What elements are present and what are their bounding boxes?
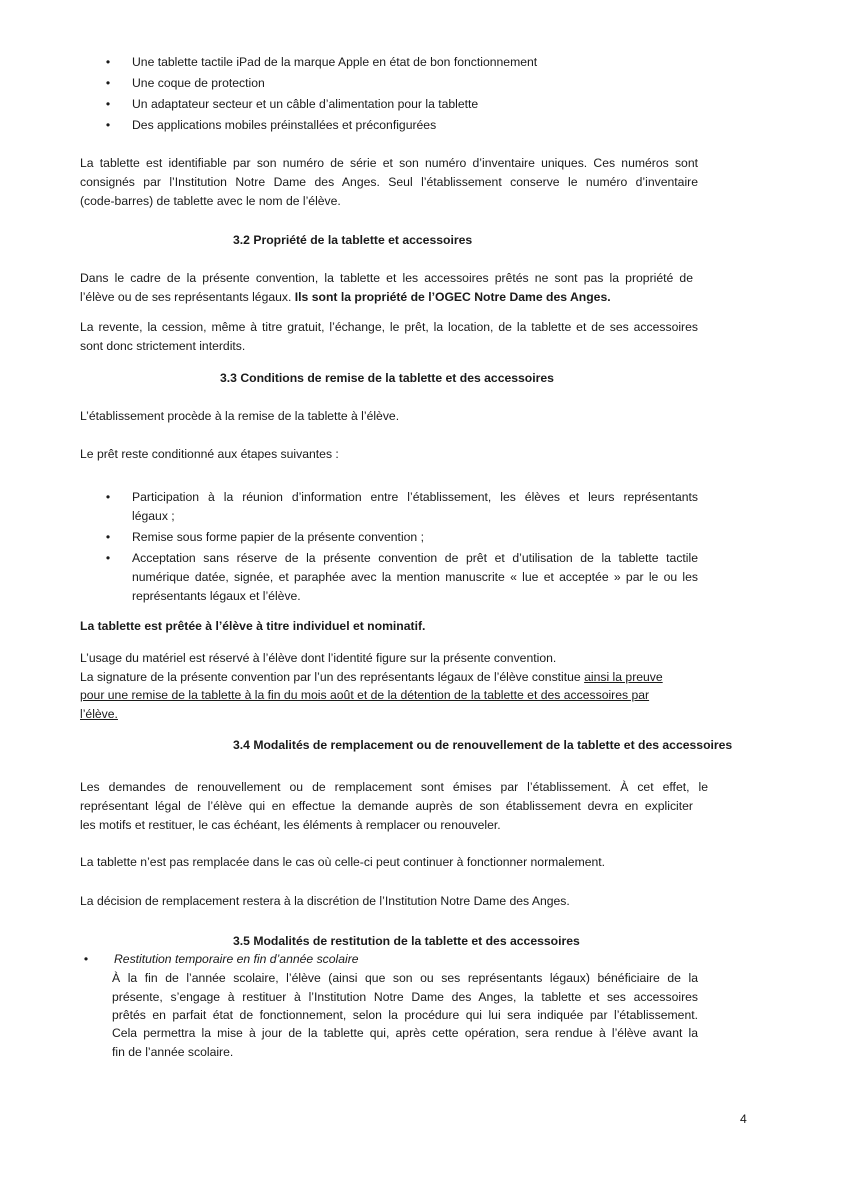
list-bullet: • bbox=[105, 530, 111, 544]
list-bullet: • bbox=[105, 55, 111, 69]
paragraph-line bbox=[80, 668, 663, 686]
list-item: Des applications mobiles préinstallées et préconfigurées bbox=[132, 118, 437, 132]
paragraph-line: Le prêt reste conditionné aux étapes suivantes : bbox=[80, 447, 339, 461]
paragraph-line: L’usage du matériel est réservé à l’élève dont l’identité figure sur la présente convention. bbox=[80, 651, 557, 665]
bold-statement: Ils sont la propriété de l’OGEC Notre Dame des Anges. bbox=[294, 290, 611, 304]
list-item-line: Remise sous forme papier de la présente convention ; bbox=[132, 530, 424, 544]
underlined-text: pour une remise de la tablette à la fin du mois août et de la détention de la tablette et des accessoires par bbox=[80, 688, 650, 702]
underlined-text: l’élève. bbox=[80, 707, 118, 721]
paragraph-line: consignés par l’Institution Notre Dame des Anges. Seul l’établissement conserve le numéro d’inventaire bbox=[80, 175, 698, 189]
paragraph-text: La signature de la présente convention par l’un des représentants légaux de l’élève constitue bbox=[80, 670, 585, 684]
paragraph-line: présente, s’engage à restituer à l’Institution Notre Dame des Anges, la tablette et ses accessoires bbox=[112, 990, 698, 1004]
paragraph-line bbox=[80, 288, 611, 306]
list-bullet: • bbox=[105, 118, 111, 132]
section-heading-3-2: 3.2 Propriété de la tablette et accessoires bbox=[233, 233, 473, 247]
list-bullet: • bbox=[105, 490, 111, 504]
paragraph-line: Les demandes de renouvellement ou de remplacement sont émises par l’établissement. À cet effet, le bbox=[80, 780, 708, 794]
list-item-line: représentants légaux et l’élève. bbox=[132, 589, 301, 603]
bold-statement: La tablette est prêtée à l’élève à titre individuel et nominatif. bbox=[80, 619, 426, 633]
paragraph-line: La tablette n’est pas remplacée dans le cas où celle-ci peut continuer à fonctionner normalement. bbox=[80, 855, 606, 869]
section-heading-3-4: 3.4 Modalités de remplacement ou de renouvellement de la tablette et des accessoires bbox=[233, 738, 733, 752]
section-heading-3-3: 3.3 Conditions de remise de la tablette et des accessoires bbox=[220, 371, 554, 385]
paragraph-line: prêtés en parfait état de fonctionnement, selon la procédure qui lui sera indiquée par l’établissement. bbox=[112, 1008, 698, 1022]
list-item-line: numérique datée, signée, et paraphée avec la mention manuscrite « lue et acceptée » par le ou les bbox=[132, 570, 698, 584]
list-item-line: Acceptation sans réserve de la présente convention de prêt et d’utilisation de la tablette tactile bbox=[132, 551, 698, 565]
list-bullet: • bbox=[105, 76, 111, 90]
list-bullet: • bbox=[83, 952, 89, 966]
list-item: Une tablette tactile iPad de la marque Apple en état de bon fonctionnement bbox=[132, 55, 538, 69]
paragraph-line: représentant légal de l’élève qui en effectue la demande auprès de son établissement devra en expliciter bbox=[80, 799, 693, 813]
list-bullet: • bbox=[105, 551, 111, 565]
list-bullet: • bbox=[105, 97, 111, 111]
list-item-line: légaux ; bbox=[132, 509, 175, 523]
list-item-line: Participation à la réunion d’information entre l’établissement, les élèves et leurs représentants bbox=[132, 490, 698, 504]
section-heading-3-5: 3.5 Modalités de restitution de la tablette et des accessoires bbox=[233, 934, 580, 948]
paragraph-line: Cela permettra la mise à jour de la tablette qui, après cette opération, sera rendue à l’élève avant la bbox=[112, 1026, 698, 1040]
paragraph-line: La tablette est identifiable par son numéro de série et son numéro d’inventaire uniques. Ces numéros sont bbox=[80, 156, 698, 170]
paragraph-line: fin de l’année scolaire. bbox=[112, 1045, 234, 1059]
underlined-text: ainsi la preuve bbox=[584, 670, 663, 684]
paragraph-line: À la fin de l’année scolaire, l’élève (ainsi que son ou ses représentants légaux) bénéficiaire de la bbox=[112, 971, 698, 985]
paragraph-line: La revente, la cession, même à titre gratuit, l’échange, le prêt, la location, de la tablette et de ses accessoires bbox=[80, 320, 698, 334]
paragraph-text: l’élève ou de ses représentants légaux. bbox=[80, 290, 295, 304]
paragraph-line: La décision de remplacement restera à la discrétion de l’Institution Notre Dame des Anges. bbox=[80, 894, 570, 908]
page-number: 4 bbox=[740, 1112, 747, 1126]
paragraph-line: sont donc strictement interdits. bbox=[80, 339, 246, 353]
list-item: Un adaptateur secteur et un câble d’alimentation pour la tablette bbox=[132, 97, 479, 111]
list-item: Une coque de protection bbox=[132, 76, 265, 90]
paragraph-line: L’établissement procède à la remise de la tablette à l’élève. bbox=[80, 409, 400, 423]
paragraph-line: (code-barres) de tablette avec le nom de l’élève. bbox=[80, 194, 341, 208]
list-item-title: Restitution temporaire en fin d’année scolaire bbox=[114, 952, 359, 966]
paragraph-line: Dans le cadre de la présente convention, la tablette et les accessoires prêtés ne sont pas la propriété de bbox=[80, 271, 693, 285]
paragraph-line: les motifs et restituer, le cas échéant, les éléments à remplacer ou renouveler. bbox=[80, 818, 501, 832]
